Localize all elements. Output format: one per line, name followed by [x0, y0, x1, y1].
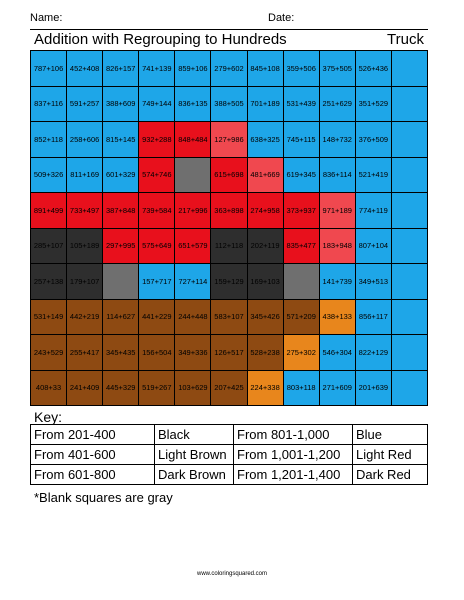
- grid-cell: [284, 264, 320, 300]
- grid-cell: 528+238: [248, 335, 284, 371]
- grid-cell: 258+606: [67, 122, 103, 158]
- grid-cell: [103, 264, 139, 300]
- grid-cell: 815+145: [103, 122, 139, 158]
- grid-cell: 169+103: [248, 264, 284, 300]
- key-range: From 401-600: [31, 445, 155, 465]
- grid-cell: 156+504: [139, 335, 175, 371]
- grid-cell: 971+189: [320, 193, 356, 229]
- grid-cell: 241+409: [67, 371, 103, 407]
- grid-cell: 845+108: [248, 51, 284, 87]
- grid-cell: 531+439: [284, 87, 320, 123]
- grid-cell: 727+114: [175, 264, 211, 300]
- grid-cell: 376+509: [356, 122, 392, 158]
- grid-cell: 349+336: [175, 335, 211, 371]
- grid-cell: 575+649: [139, 229, 175, 265]
- grid-cell: 157+717: [139, 264, 175, 300]
- grid-cell: 127+986: [211, 122, 247, 158]
- grid-cell: 441+229: [139, 300, 175, 336]
- key-title: Key:: [34, 409, 63, 425]
- key-row: [31, 445, 428, 465]
- grid-cell: 859+106: [175, 51, 211, 87]
- grid-cell: [392, 158, 428, 194]
- grid-cell: 112+118: [211, 229, 247, 265]
- header-rule: [30, 29, 428, 30]
- key-color: Black: [155, 425, 234, 445]
- grid-cell: 619+345: [284, 158, 320, 194]
- grid-cell: 615+698: [211, 158, 247, 194]
- grid-cell: 774+119: [356, 193, 392, 229]
- grid-cell: 255+417: [67, 335, 103, 371]
- grid-cell: 526+436: [356, 51, 392, 87]
- grid-cell: [392, 122, 428, 158]
- grid-cell: 275+302: [284, 335, 320, 371]
- grid-cell: 822+129: [356, 335, 392, 371]
- grid-cell: [392, 193, 428, 229]
- grid-cell: 749+144: [139, 87, 175, 123]
- grid-cell: 224+338: [248, 371, 284, 407]
- grid-cell: 445+329: [103, 371, 139, 407]
- grid-cell: 103+629: [175, 371, 211, 407]
- key-row: [31, 425, 428, 445]
- date-label: Date:: [268, 12, 295, 24]
- grid-cell: 638+325: [248, 122, 284, 158]
- grid-cell: 274+958: [248, 193, 284, 229]
- grid-cell: 148+732: [320, 122, 356, 158]
- grid-cell: 803+118: [284, 371, 320, 407]
- grid-cell: 179+107: [67, 264, 103, 300]
- grid-cell: 251+629: [320, 87, 356, 123]
- grid-cell: 345+426: [248, 300, 284, 336]
- grid-cell: 105+189: [67, 229, 103, 265]
- grid-cell: 285+107: [31, 229, 67, 265]
- key-color: Blue: [353, 425, 428, 445]
- grid-cell: 243+529: [31, 335, 67, 371]
- grid-cell: 257+138: [31, 264, 67, 300]
- grid-cell: [392, 371, 428, 407]
- name-date-header: [30, 10, 428, 30]
- grid-cell: 442+219: [67, 300, 103, 336]
- grid-cell: 739+584: [139, 193, 175, 229]
- grid-cell: 141+739: [320, 264, 356, 300]
- grid-cell: 126+517: [211, 335, 247, 371]
- key-range: From 1,001-1,200: [234, 445, 353, 465]
- grid-cell: 271+609: [320, 371, 356, 407]
- key-row: [31, 465, 428, 485]
- grid-cell: 351+529: [356, 87, 392, 123]
- grid-cell: 745+115: [284, 122, 320, 158]
- grid-cell: 583+107: [211, 300, 247, 336]
- coloring-grid: [30, 50, 428, 406]
- grid-cell: 217+996: [175, 193, 211, 229]
- grid-cell: 651+579: [175, 229, 211, 265]
- color-key-table: [30, 424, 428, 485]
- key-range: From 201-400: [31, 425, 155, 445]
- grid-cell: 349+513: [356, 264, 392, 300]
- grid-cell: [392, 335, 428, 371]
- grid-cell: 207+425: [211, 371, 247, 407]
- grid-cell: 826+157: [103, 51, 139, 87]
- key-color: Dark Red: [353, 465, 428, 485]
- key-color: Dark Brown: [155, 465, 234, 485]
- grid-cell: 509+326: [31, 158, 67, 194]
- grid-cell: 183+948: [320, 229, 356, 265]
- grid-cell: 297+995: [103, 229, 139, 265]
- grid-cell: [392, 51, 428, 87]
- grid-cell: 201+639: [356, 371, 392, 407]
- worksheet-title: Addition with Regrouping to Hundreds: [34, 31, 287, 48]
- grid-cell: 521+419: [356, 158, 392, 194]
- grid-cell: 837+116: [31, 87, 67, 123]
- grid-cell: 807+104: [356, 229, 392, 265]
- grid-cell: 835+477: [284, 229, 320, 265]
- grid-cell: 202+119: [248, 229, 284, 265]
- site-footer: www.coloringsquared.com: [196, 571, 268, 577]
- grid-cell: 363+898: [211, 193, 247, 229]
- blank-squares-note: *Blank squares are gray: [34, 490, 173, 505]
- grid-cell: 159+129: [211, 264, 247, 300]
- grid-cell: 388+609: [103, 87, 139, 123]
- grid-cell: 574+746: [139, 158, 175, 194]
- grid-cell: 279+602: [211, 51, 247, 87]
- grid-cell: [392, 229, 428, 265]
- grid-cell: 571+209: [284, 300, 320, 336]
- grid-cell: 891+499: [31, 193, 67, 229]
- grid-cell: [392, 300, 428, 336]
- grid-cell: 836+114: [320, 158, 356, 194]
- grid-cell: [175, 158, 211, 194]
- grid-cell: 438+133: [320, 300, 356, 336]
- grid-cell: 591+257: [67, 87, 103, 123]
- worksheet-subtitle: Truck: [387, 31, 424, 48]
- grid-cell: 452+408: [67, 51, 103, 87]
- grid-cell: 836+135: [175, 87, 211, 123]
- grid-cell: 701+189: [248, 87, 284, 123]
- grid-cell: 408+33: [31, 371, 67, 407]
- key-color: Light Red: [353, 445, 428, 465]
- grid-cell: 932+288: [139, 122, 175, 158]
- grid-cell: 852+118: [31, 122, 67, 158]
- grid-cell: 481+669: [248, 158, 284, 194]
- key-color: Light Brown: [155, 445, 234, 465]
- grid-cell: 387+848: [103, 193, 139, 229]
- key-range: From 801-1,000: [234, 425, 353, 445]
- grid-cell: 244+448: [175, 300, 211, 336]
- grid-cell: [392, 264, 428, 300]
- grid-cell: 114+627: [103, 300, 139, 336]
- grid-cell: 811+169: [67, 158, 103, 194]
- key-range: From 601-800: [31, 465, 155, 485]
- grid-cell: 519+267: [139, 371, 175, 407]
- title-bar: [30, 31, 428, 51]
- grid-cell: 787+106: [31, 51, 67, 87]
- grid-cell: [392, 87, 428, 123]
- grid-cell: 733+497: [67, 193, 103, 229]
- grid-cell: 546+304: [320, 335, 356, 371]
- grid-cell: 848+484: [175, 122, 211, 158]
- grid-cell: 856+117: [356, 300, 392, 336]
- grid-cell: 345+435: [103, 335, 139, 371]
- grid-cell: 373+937: [284, 193, 320, 229]
- grid-cell: 531+149: [31, 300, 67, 336]
- grid-cell: 388+505: [211, 87, 247, 123]
- name-label: Name:: [30, 12, 63, 24]
- key-range: From 1,201-1,400: [234, 465, 353, 485]
- grid-cell: 601+329: [103, 158, 139, 194]
- grid-cell: 375+505: [320, 51, 356, 87]
- grid-cell: 741+139: [139, 51, 175, 87]
- grid-cell: 359+506: [284, 51, 320, 87]
